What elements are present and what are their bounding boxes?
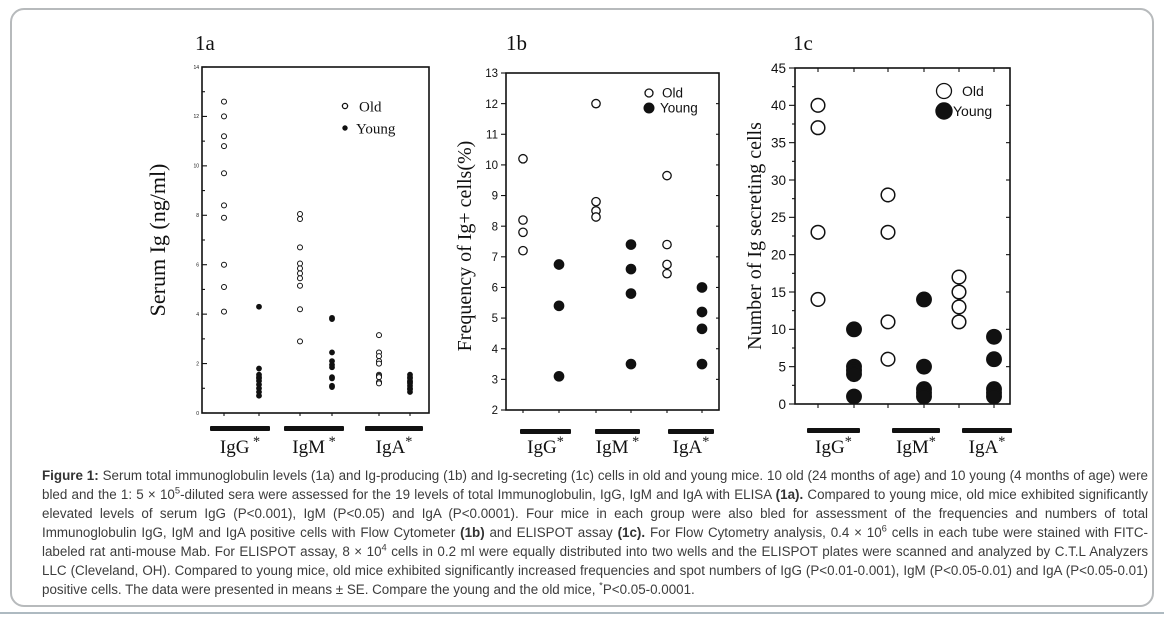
data-point-old [222, 215, 227, 220]
plot-box [202, 67, 429, 413]
data-point-old [592, 197, 600, 205]
caption-superscript: 4 [381, 542, 387, 553]
y-tick-label: 20 [770, 247, 786, 263]
y-tick-label: 6 [491, 282, 498, 295]
legend-young-label: Young [356, 121, 396, 138]
data-point-old [952, 285, 966, 299]
data-point-young [917, 292, 931, 306]
legend-old-marker-icon [645, 89, 653, 97]
caption-text: -diluted sera were assessed for the 19 levels of total Immunoglobulin, IgG, IgM and IgA with ELISA [180, 487, 776, 502]
data-point-young [847, 367, 861, 381]
caption-text: For Flow Cytometry analysis, 0.4 × 10 [645, 525, 882, 540]
data-point-old [881, 188, 895, 202]
y-tick-label: 13 [485, 68, 498, 81]
legend-old-marker-icon [342, 103, 347, 108]
y-tick-label: 2 [196, 361, 199, 368]
caption-bold-text: (1c). [617, 525, 646, 540]
group-underline [284, 426, 344, 431]
data-point-young [330, 365, 335, 370]
data-point-old [222, 99, 227, 104]
data-point-old [811, 121, 825, 135]
data-point-young [554, 301, 563, 310]
data-point-old [811, 225, 825, 239]
legend-young-label: Young [953, 102, 993, 119]
y-tick-label: 8 [196, 213, 199, 220]
data-point-young [257, 304, 262, 309]
data-point-old [298, 216, 303, 221]
figure-caption [42, 466, 1148, 599]
legend-young-label: Young [660, 100, 698, 116]
data-point-old [952, 270, 966, 284]
group-label: IgA* [968, 434, 1006, 458]
data-point-old [952, 300, 966, 314]
data-point-old [222, 309, 227, 314]
caption-text: and ELISPOT assay [484, 525, 618, 540]
data-point-young [626, 359, 635, 368]
y-tick-label: 11 [486, 129, 498, 142]
caption-text: cells in each tube were stained with FITC- labeled rat anti-mouse Mab. For ELISPOT assay, 8 × 10 [42, 525, 1148, 559]
data-point-old [519, 155, 527, 163]
caption-bold-text: (1a). [775, 487, 804, 502]
data-point-old [881, 225, 895, 239]
y-tick-label: 14 [193, 64, 199, 71]
caption-text: P<0.05-0.0001. [602, 582, 695, 597]
legend-old-label: Old [962, 82, 984, 99]
group-label: IgA* [672, 434, 710, 458]
data-point-young [626, 264, 635, 273]
y-tick-label: 7 [491, 251, 498, 264]
data-point-old [811, 293, 825, 307]
significance-asterisk: * [998, 434, 1006, 450]
data-point-young [697, 359, 706, 368]
panel-label: 1b [506, 31, 527, 55]
caption-text: Compared to young mice, old mice exhibited significantly elevated levels of serum IgG (P<0.001), IgM (P<0.05) and IgA (P<0.0001). Four mice in each group were also bled for assessment of the frequencies and numbers of total Immunoglobulin IgG, IgM and IgA positive cells with Flow Cytometer [42, 487, 1148, 540]
data-point-young [987, 389, 1001, 403]
group-underline [210, 426, 270, 431]
group-label: IgM* [896, 434, 936, 458]
data-point-old [298, 307, 303, 312]
data-point-old [592, 99, 600, 107]
y-tick-label: 2 [491, 405, 498, 418]
caption-superscript: 5 [174, 485, 181, 496]
y-axis-title: Frequency of Ig+ cells(%) [454, 140, 476, 352]
data-point-old [222, 284, 227, 289]
y-tick-label: 8 [491, 221, 498, 234]
y-tick-label: 40 [770, 98, 786, 114]
figure-plots-svg [12, 10, 1164, 465]
data-point-young [554, 372, 563, 381]
y-tick-label: 12 [485, 98, 498, 111]
caption-bold-text: Figure 1: [42, 468, 99, 483]
data-point-old [811, 99, 825, 113]
group-label: IgA* [375, 434, 413, 458]
y-tick-label: 0 [196, 410, 199, 417]
significance-asterisk: * [556, 434, 564, 450]
data-point-old [298, 283, 303, 288]
data-point-old [881, 352, 895, 366]
data-point-young [697, 324, 706, 333]
data-point-old [222, 262, 227, 267]
data-point-old [519, 216, 527, 224]
data-point-old [881, 315, 895, 329]
data-point-young [987, 330, 1001, 344]
legend-young-marker-icon [644, 103, 654, 113]
data-point-young [257, 393, 262, 398]
data-point-young [330, 350, 335, 355]
data-point-old [298, 276, 303, 281]
caption-superscript: 6 [881, 523, 887, 534]
data-point-young [257, 366, 262, 371]
y-tick-label: 10 [485, 160, 498, 173]
caption-text: cells in 0.2 ml were equally distributed into two wells and the ELISPOT plates were scanned and analyzed by C.T.L Analyzers LLC (Cleveland, OH). Compared to young mice, old mice exhibited significantly increased frequencies and spot numbers of IgG (P<0.01-0.001), IgM (P<0.05-0.01) and IgA (P<0.05-0.01) positive cells. The data were presented in means ± SE. Compare the young and the old mice, [42, 544, 1149, 597]
group-label: IgM * [595, 434, 640, 458]
data-point-old [592, 213, 600, 221]
data-point-old [298, 245, 303, 250]
y-tick-label: 4 [491, 343, 498, 356]
significance-asterisk: * [325, 434, 336, 450]
data-point-old [663, 240, 671, 248]
significance-asterisk: * [628, 434, 640, 450]
group-underline [962, 428, 1012, 433]
data-point-young [626, 289, 635, 298]
caption-superscript: * [599, 580, 603, 591]
data-point-young [847, 322, 861, 336]
data-point-young [847, 389, 861, 403]
data-point-young [330, 317, 335, 322]
y-tick-label: 5 [778, 359, 786, 375]
page-bottom-rule [0, 612, 1164, 614]
y-axis-title: Number of Ig secreting cells [744, 122, 766, 350]
y-tick-label: 12 [193, 114, 199, 121]
data-point-old [377, 354, 382, 359]
data-point-young [697, 283, 706, 292]
y-tick-label: 3 [491, 374, 498, 387]
data-point-old [377, 361, 382, 366]
data-point-old [663, 171, 671, 179]
data-point-young [917, 389, 931, 403]
data-point-old [222, 114, 227, 119]
data-point-old [663, 269, 671, 277]
group-label: IgG * [219, 434, 261, 458]
y-tick-label: 4 [196, 311, 199, 318]
data-point-old [298, 261, 303, 266]
caption-bold-text: (1b) [460, 525, 485, 540]
data-point-young [626, 240, 635, 249]
legend-young-marker-icon [343, 126, 347, 130]
data-point-old [222, 203, 227, 208]
data-point-old [222, 144, 227, 149]
panel-label: 1a [195, 31, 215, 55]
y-tick-label: 35 [770, 135, 786, 151]
y-tick-label: 10 [770, 322, 786, 338]
y-tick-label: 6 [196, 262, 199, 269]
legend-old-marker-icon [937, 84, 952, 99]
y-tick-label: 30 [770, 172, 786, 188]
legend-old-label: Old [359, 99, 382, 116]
data-point-old [298, 271, 303, 276]
data-point-young [554, 260, 563, 269]
data-point-old [298, 212, 303, 217]
significance-asterisk: * [844, 434, 852, 450]
y-tick-label: 15 [770, 284, 786, 300]
plot-box [506, 73, 719, 410]
significance-asterisk: * [249, 434, 261, 450]
group-label: IgM * [292, 434, 336, 458]
data-point-old [519, 246, 527, 254]
y-tick-label: 45 [770, 60, 786, 76]
y-tick-label: 25 [770, 210, 786, 226]
data-point-old [222, 171, 227, 176]
legend-old-label: Old [662, 85, 684, 101]
y-tick-label: 10 [193, 163, 199, 170]
data-point-old [298, 339, 303, 344]
group-label: IgG* [527, 434, 564, 458]
significance-asterisk: * [405, 434, 413, 450]
figure-card [10, 8, 1154, 607]
y-tick-label: 9 [491, 190, 498, 203]
data-point-old [952, 315, 966, 329]
group-underline [807, 428, 860, 433]
y-tick-label: 5 [491, 313, 498, 326]
data-point-old [377, 375, 382, 380]
group-underline [892, 428, 940, 433]
data-point-old [663, 260, 671, 268]
figure-area [12, 10, 1164, 465]
data-point-old [377, 381, 382, 386]
y-tick-label: 0 [778, 396, 786, 412]
data-point-old [519, 228, 527, 236]
data-point-old [222, 134, 227, 139]
legend-young-marker-icon [936, 103, 952, 119]
y-axis-title: Serum Ig (ng/ml) [145, 163, 170, 317]
group-underline [365, 426, 423, 431]
data-point-young [330, 376, 335, 381]
caption-text: Serum total immunoglobulin levels (1a) and Ig-producing (1b) and Ig-secreting (1c) cells in old and young mice. 10 old (24 months of age) and 10 young (4 months of age) were bled and the 1: 5 × 10 [42, 468, 1148, 502]
data-point-young [917, 359, 931, 373]
significance-asterisk: * [702, 434, 710, 450]
data-point-young [330, 385, 335, 390]
data-point-young [408, 390, 413, 395]
significance-asterisk: * [928, 434, 936, 450]
panel-label: 1c [793, 31, 813, 55]
data-point-old [298, 266, 303, 271]
data-point-young [697, 307, 706, 316]
data-point-young [987, 352, 1001, 366]
group-label: IgG* [815, 434, 852, 458]
data-point-old [377, 333, 382, 338]
